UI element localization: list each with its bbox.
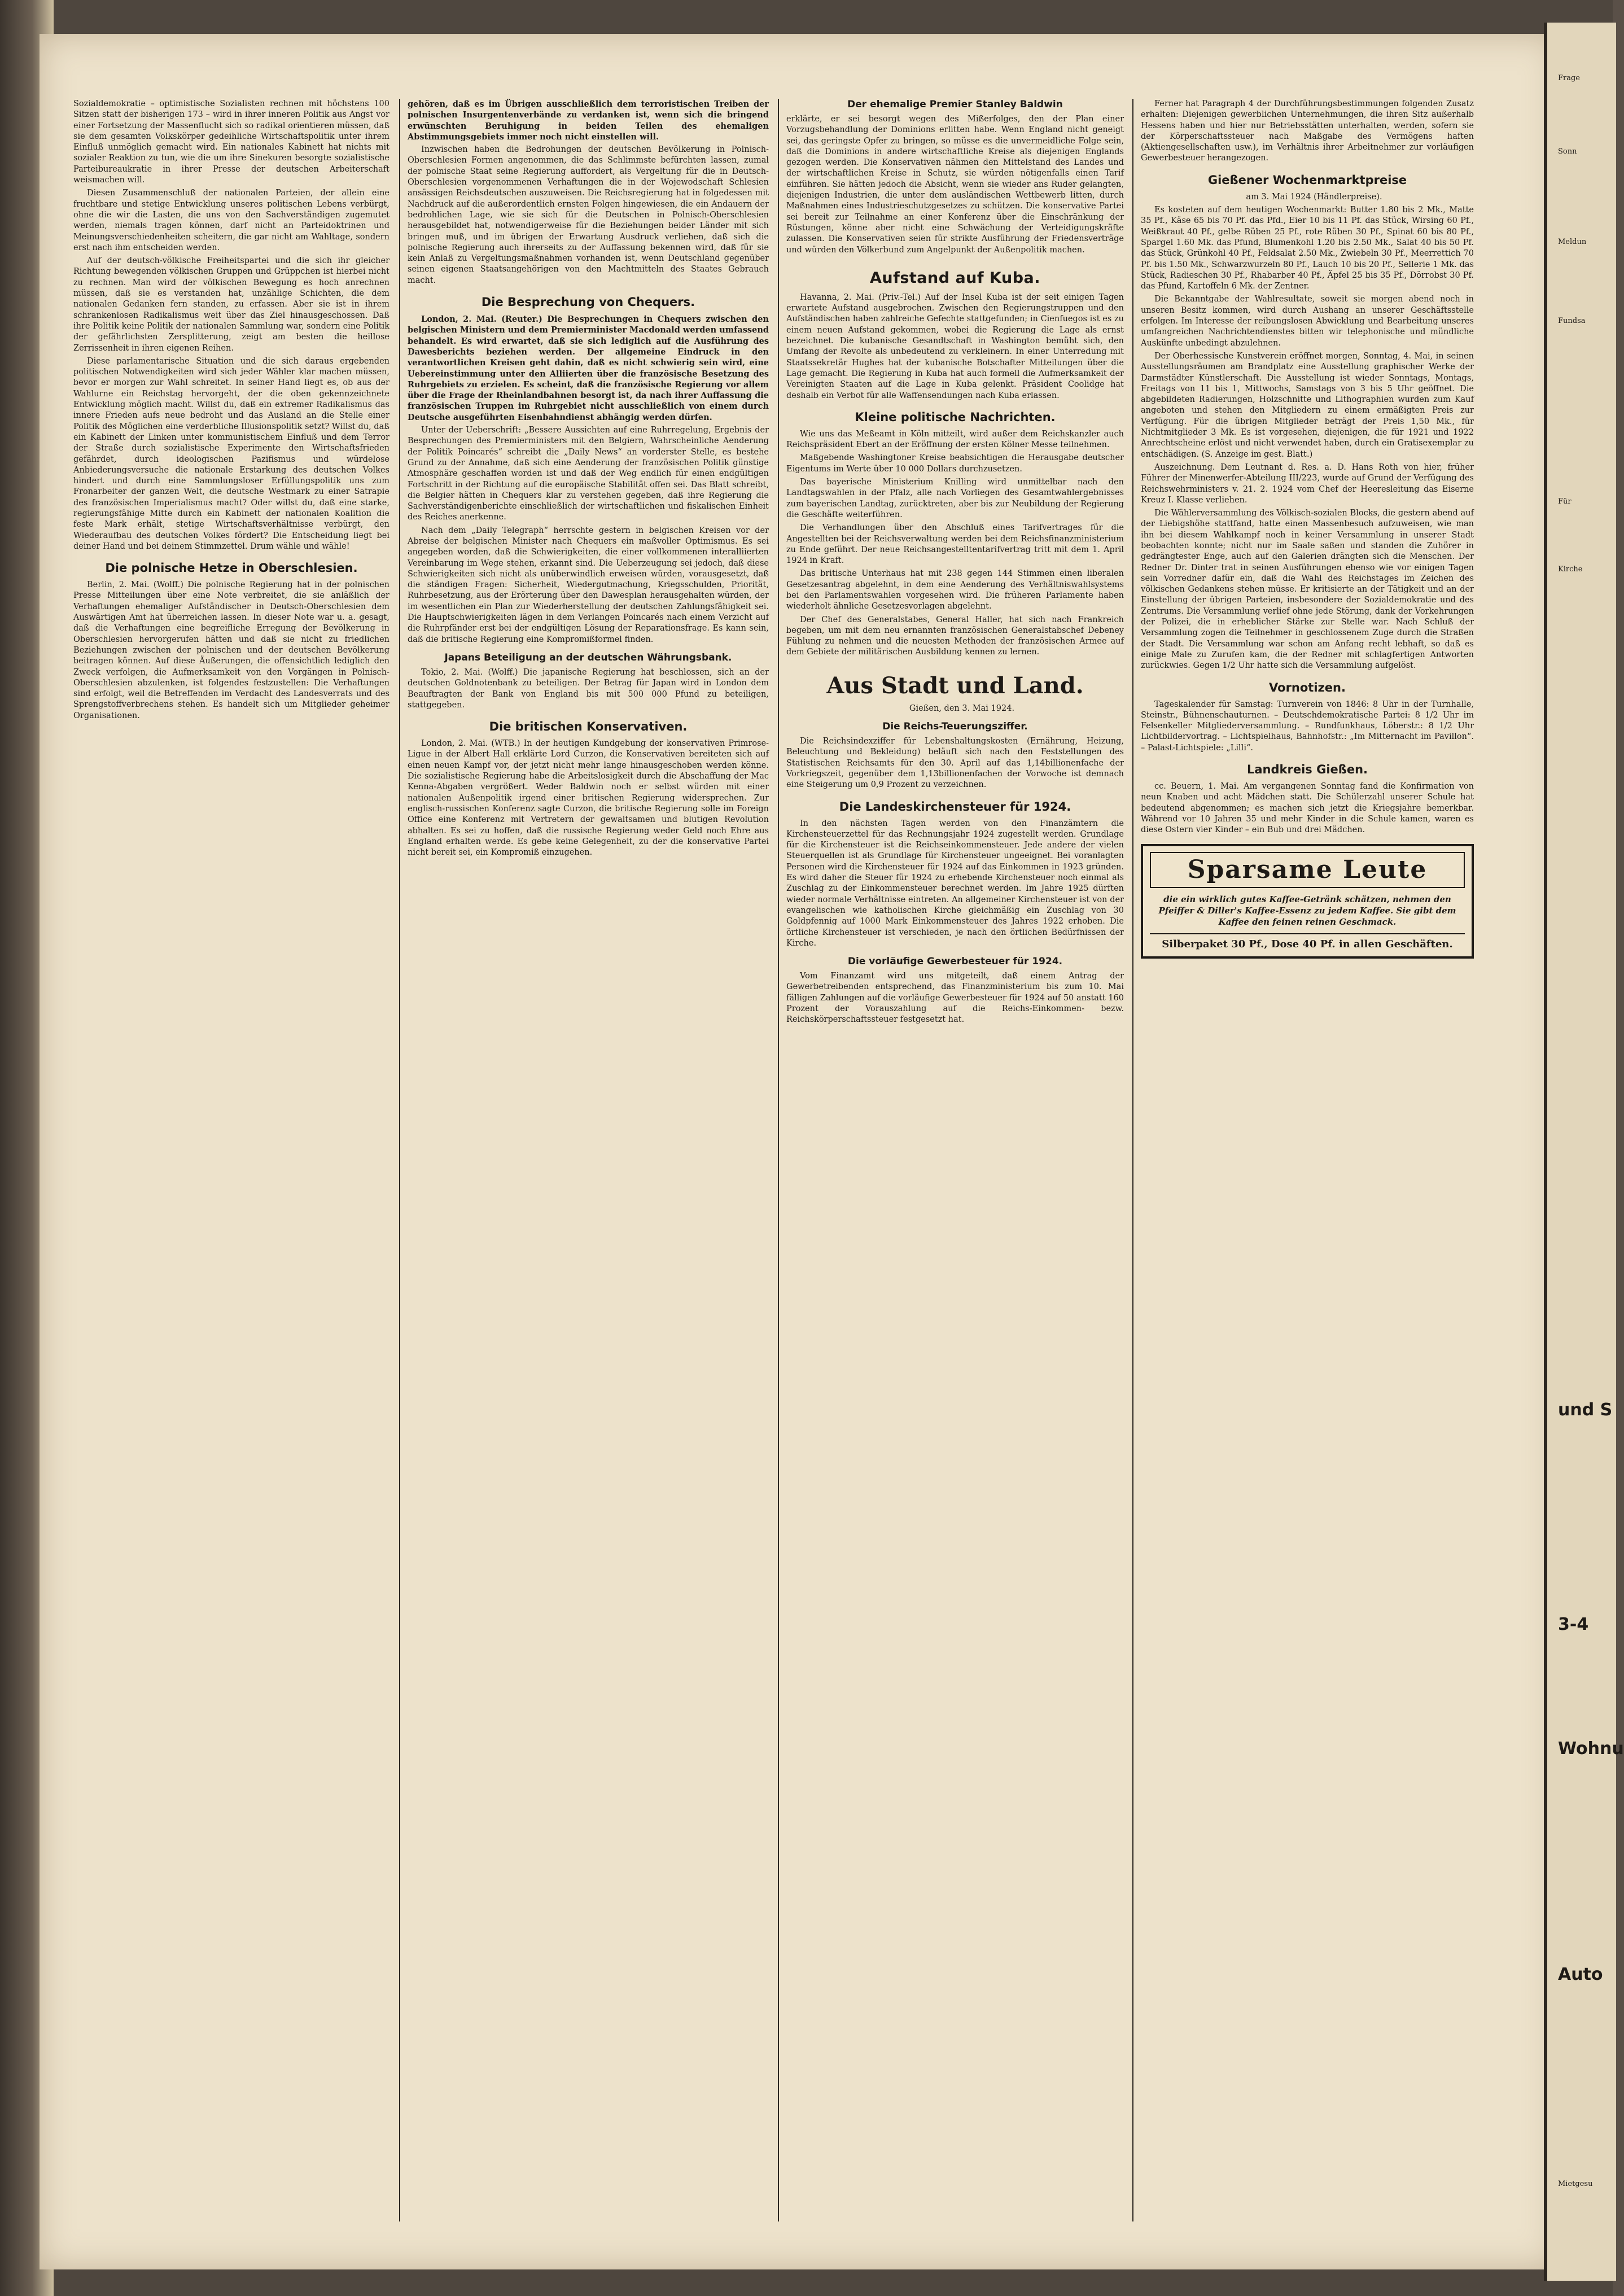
paragraph: Tageskalender für Samstag: Turnverein von 1846: 8 Uhr in der Turnhalle, Steinstr., Bühnenschauturnen. – Deutschdemokratische Partei: 8 1/2 Uhr im Felsenkeller Mitgliederversammlung. – Rundfunkhaus, Löberstr.: 8 1/2 Uhr Lichtbildervortrag. – Lichtspielhaus, Bahnhofstr.: „Im Mitternacht im Pavillon“. – Palast-Lichtspiele: „Lilli“. — [1141, 699, 1474, 753]
article-headline-landkreis: Landkreis Gießen. — [1246, 763, 1368, 777]
paragraph: Sozialdemokratie – optimistische Sozialisten rechnen mit höchstens 100 Sitzen statt der bisherigen 173 – wird in ihrer inneren Politik aus Angst vor einer Fortsetzung der Massenflucht sich so radikal orientieren müssen, daß sie dem gesamten Volkskörper gedeihliche Wirtschaftspolitik unter ihrem Einfluß unmöglich gemacht wird. Ein nationales Kabinett hat nichts mit sozialer Reaktion zu tun, wie die um ihre Sinekuren besorgte sozialistische Parteibureaukratie in ihrer Presse der deutschen Arbeiterschaft weismachen will. — [73, 99, 389, 185]
adjacent-page-fragment: 3-4 — [1558, 1615, 1589, 1634]
ad-title: Sparsame Leute — [1150, 852, 1465, 888]
article-headline-gewerbesteuer: Die vorläufige Gewerbesteuer für 1924. — [847, 956, 1063, 968]
paragraph: Der Oberhessische Kunstverein eröffnet morgen, Sonntag, 4. Mai, in seinen Ausstellungsräumen am Brandplatz eine Ausstellung graphischer Werke der Darmstädter Künstlerschaft. Die Ausstellung ist wieder Sonntags, Montags, Freitags von 11 bis 1, Mittwochs, Samstags von 3 bis 5 Uhr geöffnet. Die abgebildeten Radierungen, Holzschnitte und Lithographien wurden zum Kauf angeboten und stehen den Mitgliedern zu einem ermäßigten Preis zur Verfügung. Für die übrigen Mitglieder beträgt der Preis 1,50 Mk., für Nichtmitglieder 3 Mk. Es ist vorgesehen, diejenigen, die für 1921 und 1922 Anrechtscheine erlöst und nicht verwendet haben, durch ein Gratisexemplar zu entschädigen. (S. Anzeige im gest. Blatt.) — [1141, 351, 1474, 459]
paragraph: Ferner hat Paragraph 4 der Durchführungsbestimmungen folgenden Zusatz erhalten: Diejenigen gewerblichen Unternehmungen, die ihren Sitz außerhalb Hessens haben und hier nur Betriebsstätten unterhalten, werden, sofern sie der Körperschaftssteuer nach Maßgabe des Vermögens haften (Aktiengesellschaften usw.), im Verhältnis ihrer Arbeitnehmer zur vorläufigen Gewerbesteuer herangezogen. — [1141, 99, 1474, 163]
paragraph: gehören, daß es im Übrigen ausschließlich dem terroristischen Treiben der polnischen Insurgentenverbände zu verdanken ist, wenn sich die bringend erwünschten Beruhigung in beiden Teilen des ehemaligen Abstimmungsgebiets immer noch nicht einstellen will. — [408, 99, 769, 142]
paragraph: Der Chef des Generalstabes, General Haller, hat sich nach Frankreich begeben, um mit dem neu ernannten französischen Generalstabschef Debeney Fühlung zu nehmen und die neuesten Methoden der französischen Armee auf dem Gebiete der militärischen Ausbildung kennen zu lernen. — [786, 615, 1124, 657]
article-headline-hetze: Die polnische Hetze in Oberschlesien. — [105, 561, 358, 575]
article-headline-japan: Japans Beteiligung an der deutschen Währungsbank. — [444, 651, 732, 663]
column-1 — [73, 99, 389, 2233]
adjacent-page-fragment: Für — [1558, 497, 1572, 506]
article-headline-vornotizen: Vornotizen. — [1269, 680, 1346, 694]
column-rule-1 — [399, 99, 400, 2221]
paragraph: Die Bekanntgabe der Wahlresultate, soweit sie morgen abend noch in unseren Besitz kommen, wird durch Aushang an unserer Geschäftsstelle erfolgen. Im Interesse der reibungslosen Abwicklung und Bearbeitung unseres umfangreichen Nachrichtendienstes bitten wir telephonische und mündliche Auskünfte unbedingt abzulehnen. — [1141, 295, 1474, 348]
adjacent-page-fragment: Meldun — [1558, 238, 1587, 246]
paragraph: Auszeichnung. Dem Leutnant d. Res. a. D. Hans Roth von hier, früher Führer der Minenwerfer-Abteilung III/223, wurde auf Grund der Verfügung des Reichswehrministers v. 21. 2. 1924 vom Chef der Heeresleitung das Eiserne Kreuz I. Klasse verliehen. — [1141, 462, 1474, 505]
adjacent-page-fragment: Sonn — [1558, 147, 1577, 156]
article-headline-chequers: Die Besprechung von Chequers. — [481, 295, 695, 309]
article-headline-teuerung: Die Reichs-Teuerungsziffer. — [882, 721, 1028, 733]
column-3 — [786, 99, 1124, 2233]
adjacent-page-fragment: Mietgesu — [1558, 2180, 1593, 2188]
paragraph: Inzwischen haben die Bedrohungen der deutschen Bevölkerung in Polnisch-Oberschlesien Formen angenommen, die das Schlimmste befürchten lassen, zumal der polnische Staat seine Regierung auffordert, als Vergeltung für die in Deutsch-Oberschlesien vorgenommenen Verhaftungen die in der Wojewodschaft Schlesien ansässigen Reichsdeutschen auszuweisen. Die Reichsregierung hat in folgedessen mit Nachdruck auf die außerordentlich ernsten Folgen hingewiesen, die ein Andauern der bedrohlichen Lage, wie sie sich für die Deutschen in Polnisch-Oberschlesien herausgebildet hat, notwendigerweise für die Beziehungen beider Länder mit sich bringen muß, und im übrigen der Erwartung Ausdruck verliehen, daß sich die polnische Regierung auch ihrerseits zu der Auffassung bekennen wird, daß für sie kein Anlaß zu Vergeltungsmaßnahmen vorhanden ist, wenn Deutschland gegenüber seinen eigenen Staatsangehörigen von den Machtmitteln des Staates Gebrauch macht. — [408, 145, 769, 285]
paragraph: Diese parlamentarische Situation und die sich daraus ergebenden politischen Notwendigkeiten wird sich jeder Wähler klar machen müssen, bevor er morgen zur Wahl schreitet. In seiner Hand liegt es, ob aus der Wahlurne ein Reichstag hervorgeht, der die oben gekennzeichnete Entwicklung möglich macht. Willst du, daß ein extremer Radikalismus das innere Frieden aufs neue bedroht und das Ausland an die Stelle einer Politik des Möglichen eine verderbliche Illusionspolitik setzt? Willst du, daß ein Kabinett der Linken unter kommunistischem Einfluß und dem Terror der Straße durch sozialistische Experimente den Wirtschaftsfrieden gefährdet, durch ideologischen Pazifismus und würdelose Anbiederungsversuche die nationale Erstarkung des deutschen Volkes hindert und durch eine Sammlungsloser Erfüllungspolitik uns zum Fronarbeiter der ganzen Welt, die deutsche Westmark zu einer Satrapie des französischen Imperialismus macht? Oder willst du, daß eine starke, regierungsfähige Mitte durch ein Kabinett der nationalen Koalition die feste Mark erhält, stetige Wirtschaftsverhältnisse verbürgt, den Wiederaufbau des deutschen Volkes fördert? Die Entscheidung liegt bei deiner Hand und bei deinem Stimmzettel. Drum wähle und wähle! — [73, 356, 389, 551]
column-rule-2 — [778, 99, 779, 2221]
paragraph: Die Wählerversammlung des Völkisch-sozialen Blocks, die gestern abend auf der Liebigshöhe stattfand, hatte einen Massenbesuch aufzuweisen, wie man ihn bei diesem Wahlkampf noch in keiner Versammlung in unserer Stadt beobachten konnte; nicht nur im Saale saßen und standen die Zuhörer in gedrängtester Enge, auch auf den Galerien drängten sich die Menschen. Der Redner Dr. Dinter trat in seinen Ausführungen ebenso wie vor einigen Tagen sein Vorredner dafür ein, daß die Wahl des Reichstages im Zeichen des völkischen Gedankens stehen müsse. Er kritisierte an der Tätigkeit und an der Einstellung der übrigen Parteien, insbesondere der Sozialdemokratie und des Zentrums. Die Versammlung verlief ohne jede Störung, dank der Vorkehrungen der Polizei, die in erheblicher Stärke zur Stelle war. Nach Schluß der Versammlung zogen die Teilnehmer in geschlossenem Zuge durch die Straßen der Stadt. Die Versammlung war schon am Anfang recht lebhaft, so daß es einige Male zu Zurufen kam, die der Redner mit schlagfertigen Antworten zurückwies. Gegen 1/2 Uhr hatte sich die Versammlung aufgelöst. — [1141, 509, 1474, 671]
paragraph: Das bayerische Ministerium Knilling wird unmittelbar nach den Landtagswahlen in der Pfalz, alle nach Vorliegen des Gesamtwahlergebnisses zum bayerischen Landtag, zurücktreten, aber bis zur Neubildung der Regierung die Geschäfte weiterführen. — [786, 478, 1124, 519]
paragraph: Wie uns das Meßeamt in Köln mitteilt, wird außer dem Reichskanzler auch Reichspräsident Ebert an der Eröffnung der ersten Kölner Messe teilnehmen. — [786, 429, 1124, 450]
dateline: Gießen, den 3. Mai 1924. — [909, 703, 1015, 713]
paragraph: Es kosteten auf dem heutigen Wochenmarkt: Butter 1.80 bis 2 Mk., Matte 35 Pf., Käse 65 bis 70 Pf. das Pfd., Eier 10 bis 11 Pf. das Stück, Wirsing 60 Pf., Weißkraut 40 Pf., gelbe Rüben 25 Pf., rote Rüben 30 Pf., Spinat 60 bis 80 Pf., Spargel 1.60 Mk. das Pfund, Blumenkohl 1.20 bis 2.50 Mk., Salat 40 bis 50 Pf. das Stück, Grünkohl 40 Pf., Feldsalat 2.50 Mk., Zwiebeln 30 Pf., Meerrettich 70 Pf. bis 1.50 Mk., Schwarzwurzeln 80 Pf., Lauch 10 bis 20 Pf., Sellerie 1 Mk. das Stück, Radieschen 30 Pf., Rhabarber 40 Pf., Äpfel 25 bis 35 Pf., Dörrobst 30 Pf. das Pfund, Kartoffeln 6 Mk. der Zentner. — [1141, 205, 1474, 291]
paragraph: In den nächsten Tagen werden von den Finanzämtern die Kirchensteuerzettel für das Rechnungsjahr 1924 zugestellt werden. Grundlage für die Kirchensteuer ist die Reichseinkommensteuer. Jede andere der vielen Steuerquellen ist als Grundlage für Kirchensteuer ungeeignet. Bei voranlagten Personen wird die Kirchensteuer für 1924 auf das Einkommen in 1923 gründen. Es wird daher die Steuer für 1924 zu erhebende Kirchensteuer noch einmal als Zuschlag zu der Einkommensteuer berechnet werden. Im Jahre 1925 dürften wieder normale Verhältnisse eintreten. An allgemeiner Kirchensteuer ist von der evangelischen wie katholischen Kirche gleichmäßig ein Zuschlag von 30 Goldpfennig auf 1000 Mark Einkommensteuer des Jahres 1922 erhoben. Die örtliche Kirchensteuer ist verschieden, je nach den örtlichen Bedürfnissen der Kirche. — [786, 819, 1124, 948]
article-headline-kuba: Aufstand auf Kuba. — [869, 269, 1041, 287]
adjacent-page-edge — [1544, 23, 1624, 2281]
paragraph: cc. Beuern, 1. Mai. Am vergangenen Sonntag fand die Konfirmation von neun Knaben und acht Mädchen statt. Die Schülerzahl unserer Schule hat bedeutend abgenommen; es machen sich jetzt die Kriegsjahre bemerkbar. Während vor 10 Jahren 35 und mehr Kinder in die Schule kamen, waren es diese Ostern vier Kinder – ein Bub und drei Mädchen. — [1141, 782, 1474, 835]
article-headline-kirchensteuer: Die Landeskirchensteuer für 1924. — [839, 799, 1071, 814]
paragraph: Nach dem „Daily Telegraph“ herrschte gestern in belgischen Kreisen vor der Abreise der belgischen Minister nach Chequers ein maßvoller Optimismus. Es sei angegeben worden, daß die Schwierigkeiten, die einer vollkommenen interalliierten Vereinbarung im Wege stehen, erkannt sind. Die Ueberzeugung sei jedoch, daß diese Schwierigkeiten sich nicht als unüberwindlich erweisen würden, vorausgesetzt, daß die ständigen Fragen: Sicherheit, Wiedergutmachung, Kriegsschulden, Priorität, Ruhrbesetzung, aus der Erörterung über den Dawesplan herausgehalten würden, der im wesentlichen ein Plan zur Wiederherstellung der deutschen Zahlungsfähigkeit sei. Die Hauptschwierigkeiten lägen in dem Verlangen Poincarés nach einem Verzicht auf die Ruhrpfänder erst bei der endgültigen Lösung der Reparationsfrage. Es kann sein, daß die britische Regierung eine Kompromißformel finden. — [408, 526, 769, 644]
adjacent-page-fragment: und S — [1558, 1400, 1613, 1420]
column-4 — [1141, 99, 1474, 2233]
adjacent-page-fragment: Frage — [1558, 74, 1580, 82]
paragraph: Vom Finanzamt wird uns mitgeteilt, daß einem Antrag der Gewerbetreibenden entsprechend, das Finanzministerium bis zum 10. Mai fälligen Zahlungen auf die vorläufige Gewerbesteuer für 1924 auf 50 anstatt 160 Prozent der Vorauszahlung auf die Reichs-Einkommen- bezw. Reichskörperschaftssteuer festgesetzt hat. — [786, 972, 1124, 1025]
ad-price: Silberpaket 30 Pf., Dose 40 Pf. in allen Geschäften. — [1150, 933, 1465, 950]
article-headline-baldwin: Der ehemalige Premier Stanley Baldwin — [847, 99, 1063, 110]
adjacent-page-fragment: Kirche — [1558, 565, 1583, 574]
article-subheadline-wochenmarkt: am 3. Mai 1924 (Händlerpreise). — [1246, 192, 1382, 202]
paragraph: Die Verhandlungen über den Abschluß eines Tarifvertrages für die Angestellten bei der Reichsverwaltung werden bei dem Reichsfinanzministerium zu Ende geführt. Der neue Reichsangestelltentarifvertrag tritt mit dem 1. April 1924 in Kraft. — [786, 523, 1124, 566]
ad-text: die ein wirklich gutes Kaffee-Getränk schätzen, nehmen den Pfeiffer & Diller's Kaffee-Essenz zu jedem Kaffee. Sie gibt dem Kaffee den feinen reinen Geschmack. — [1158, 894, 1456, 927]
adjacent-page-fragment: Fundsa — [1558, 317, 1586, 325]
paragraph: Diesen Zusammenschluß der nationalen Parteien, der allein eine fruchtbare und stetige Entwicklung unseres politischen Lebens verbürgt, ohne die wir die Lasten, die uns von den Sachverständigen zugemutet werden, niemals tragen können, darf nicht an Parteidoktrinen und Meinungsverschiedenheiten scheitern, die gar nicht am Wahltage, sondern erst nach ihm entscheiden werden. — [73, 189, 389, 252]
paragraph: Auf der deutsch-völkische Freiheitspartei und die sich ihr gleicher Richtung bewegenden völkischen Gruppen und Grüppchen ist hierbei nicht zu rechnen. Man wird der völkischen Bewegung es hoch anrechnen müssen, daß sie es verstanden hat, unzählige Schichten, die dem nationalen Gedanken fern standen, zu erfassen. Aber sie ist in ihrem schrankenlosen Radikalismus weit über das Ziel hinausgeschossen. Daß ihre Politik keine Politik der nationalen Sammlung war, sondern eine Politik der gefährlichsten Zersplitterung, zeigt am besten die heillose Zerrissenheit in ihren eigenen Reihen. — [73, 256, 389, 353]
paragraph: Unter der Ueberschrift: „Bessere Aussichten auf eine Ruhrregelung, Ergebnis der Besprechungen des Premierministers mit den Belgiern, Wahrscheinliche Aenderung der Politik Poincarés“ schreibt die „Daily News“ an vorderster Stelle, es bestehe Grund zu der Annahme, daß sich eine Aenderung der französischen Politik günstige Atmosphäre geschaffen worden ist und daß der Weg endlich für einen endgültigen Fortschritt in der Richtung auf die europäische Stabilität offen sei. Das Blatt schreibt, die Belgier hätten in Chequers klar zu verstehen gegeben, daß ihre Regierung die Sachverständigenberichte einschließlich der wirtschaftlichen und fiskalischen Einheit des Reiches anerkenne. — [408, 426, 769, 522]
paragraph: Die Reichsindexziffer für Lebenshaltungskosten (Ernährung, Heizung, Beleuchtung und Bekleidung) beläuft sich nach den Feststellungen des Statistischen Reichsamts für den 30. April auf das 1,14billionenfache der Vorkriegszeit, gegenüber dem 1,13billionenfachen der Vorwoche ist demnach eine Steigerung um 0,9 Prozent zu verzeichnen. — [786, 737, 1124, 790]
section-headline-stadt-und-land: Aus Stadt und Land. — [826, 672, 1084, 699]
paragraph: Tokio, 2. Mai. (Wolff.) Die japanische Regierung hat beschlossen, sich an der deutschen Goldnotenbank zu beteiligen. Der Betrag für Japan wird in London dem Beauftragten der Bank von England bis mit 500 000 Pfund zu beteiligen, stattgegeben. — [408, 667, 769, 710]
article-headline-konservative: Die britischen Konservativen. — [489, 720, 688, 734]
paragraph: London, 2. Mai. (WTB.) In der heutigen Kundgebung der konservativen Primrose-Ligue in der Albert Hall erklärte Lord Curzon, die Konservativen bereiteten sich auf einen neuen Kampf vor, der jetzt nicht mehr lange hinausgeschoben werden könne. Die sozialistische Regierung habe die Arbeitslosigkeit durch die Abschaffung der Mac Kenna-Abgaben vergrößert. Weder Baldwin noch er selbst würden mit einer nationalen Außenpolitik irgend einer britischen Regierung widersprechen. Zur englisch-russischen Konferenz sagte Curzon, die britische Regierung solle im Foreign Office eine Konferenz mit Vertretern der gewaltsamen und blutigen Revolution abhalten. Es sei zu hoffen, daß die russische Regierung weder Geld noch Ehre aus England erhalten werde. Es gebe keine Gelegenheit, zu der die konservative Partei nicht bereit sei, ein Kompromiß einzugehen. — [408, 739, 769, 858]
column-rule-3 — [1132, 99, 1133, 2221]
paragraph: Berlin, 2. Mai. (Wolff.) Die polnische Regierung hat in der polnischen Presse Mitteilungen über eine Note verbreitet, die sie anläßlich der Verhaftungen ehemaliger Aufständischer in Deutsch-Oberschlesien dem Auswärtigen Amt hat überreichen lassen. In dieser Note war u. a. gesagt, daß die Verhaftungen eine begreifliche Erregung der Bevölkerung in Oberschlesien hervorgerufen hätten und daß sie nicht zu friedlichen Beziehungen zwischen der polnischen und der deutschen Bevölkerung beitragen können. Auf diese Äußerungen, die offensichtlich lediglich den Zweck verfolgen, die Aufmerksamkeit von den Vorgängen in Polnisch-Oberschlesien abzulenken, ist folgendes festzustellen: Die Verhaftungen sind erfolgt, weil die Betreffenden im Verdacht des Landesverrats und des Sprengstoffverbrechens stehen. Es handelt sich um Mitglieder geheimer Organisationen. — [73, 580, 389, 720]
paragraph: erklärte, er sei besorgt wegen des Mißerfolges, den der Plan einer Vorzugsbehandlung der Dominions erlitten habe. Wenn England nicht geneigt sei, das geringste Opfer zu bringen, so müsse es die unvermeidliche Folge sein, daß die Dominions in andere wirtschaftliche Kreise als diejenigen Englands gezogen werden. Die Konservativen nähmen den Mittelstand des Landes und der wirtschaftlichen Kreise in Schutz, sie würden nötigenfalls einen Tarif einführen. Sie hätten jedoch die Absicht, wenn sie wieder ans Ruder gelangten, diejenigen Industrien, die unter dem ausländischen Wettbewerb litten, durch Maßnahmen eines Industrieschutzgesetzes zu schützen. Die konservative Partei sei bereit zur Teilnahme an einer Konferenz über die Einschränkung der Rüstungen, könne aber nicht eine Schwächung der Verteidigungskräfte zulassen. Die Konservativen seien für strikte Ausführung der Friedensverträge und würden den Völkerbund zum Angelpunkt der Außenpolitik machen. — [786, 115, 1124, 255]
adjacent-page-fragment: Auto — [1558, 1965, 1603, 1984]
adjacent-page-fragment: Wohnu — [1558, 1739, 1624, 1759]
paragraph: Das britische Unterhaus hat mit 238 gegen 144 Stimmen einen liberalen Gesetzesantrag abgelehnt, in dem eine Aenderung des Verhältniswahlsystems bei den Parlamentswahlen vorgesehen wird. Die früheren Parlamente haben wiederholt ähnliche Gesetzesvorlagen abgelehnt. — [786, 569, 1124, 611]
column-2 — [408, 99, 769, 2233]
paragraph: Havanna, 2. Mai. (Priv.-Tel.) Auf der Insel Kuba ist der seit einigen Tagen erwartete Aufstand ausgebrochen. Zwischen den Regierungstruppen und den Aufständischen haben zahlreiche Gefechte stattgefunden; in Cienfuegos ist es zu einem neuen Aufstand gekommen, wobei die Regierung die Lage als ernst bezeichnet. Die kubanische Gesandtschaft in Washington bemüht sich, den Umfang der Revolte als unbedeutend zu verkleinern. In einer Unterredung mit Staatssekretär Hughes hat der kubanische Botschafter Mitteilungen über die Lage gemacht. Die Regierung in Kuba hat auch formell die Aufmerksamkeit der Vereinigten Staaten auf die Lage in Kuba gelenkt. Präsident Coolidge hat deshalb ein Verbot für alle Waffensendungen nach Kuba erlassen. — [786, 292, 1124, 400]
paragraph: Maßgebende Washingtoner Kreise beabsichtigen die Herausgabe deutscher Eigentums im Werte über 10 000 Dollars durchzusetzen. — [786, 453, 1124, 474]
paragraph: London, 2. Mai. (Reuter.) Die Besprechungen in Chequers zwischen den belgischen Ministern und dem Premierminister Macdonald werden umfassend behandelt. Es wird erwartet, daß sie sich lediglich auf die Ausführung des Dawesberichts beziehen werden. Der allgemeine Eindruck in den verantwortlichen Kreisen geht dahin, daß es nicht schwierig sein wird, eine Uebereinstimmung unter den Alliierten über die französische Besetzung des Ruhrgebiets zu erzielen. Es scheint, daß die französische Regierung vor allem über die Frage der Rheinlandbahnen besorgt ist, da nach ihrer Auffassung die französischen Truppen im Ruhrgebiet nicht ausschließlich von einem durch Deutsche ausgeführten Eisenbahndienst abhängig werden dürfen. — [408, 314, 769, 422]
article-headline-kleine-nachrichten: Kleine politische Nachrichten. — [855, 410, 1056, 424]
advertisement-sparsame-leute — [1141, 844, 1474, 959]
article-headline-wochenmarkt: Gießener Wochenmarktpreise — [1207, 173, 1407, 187]
